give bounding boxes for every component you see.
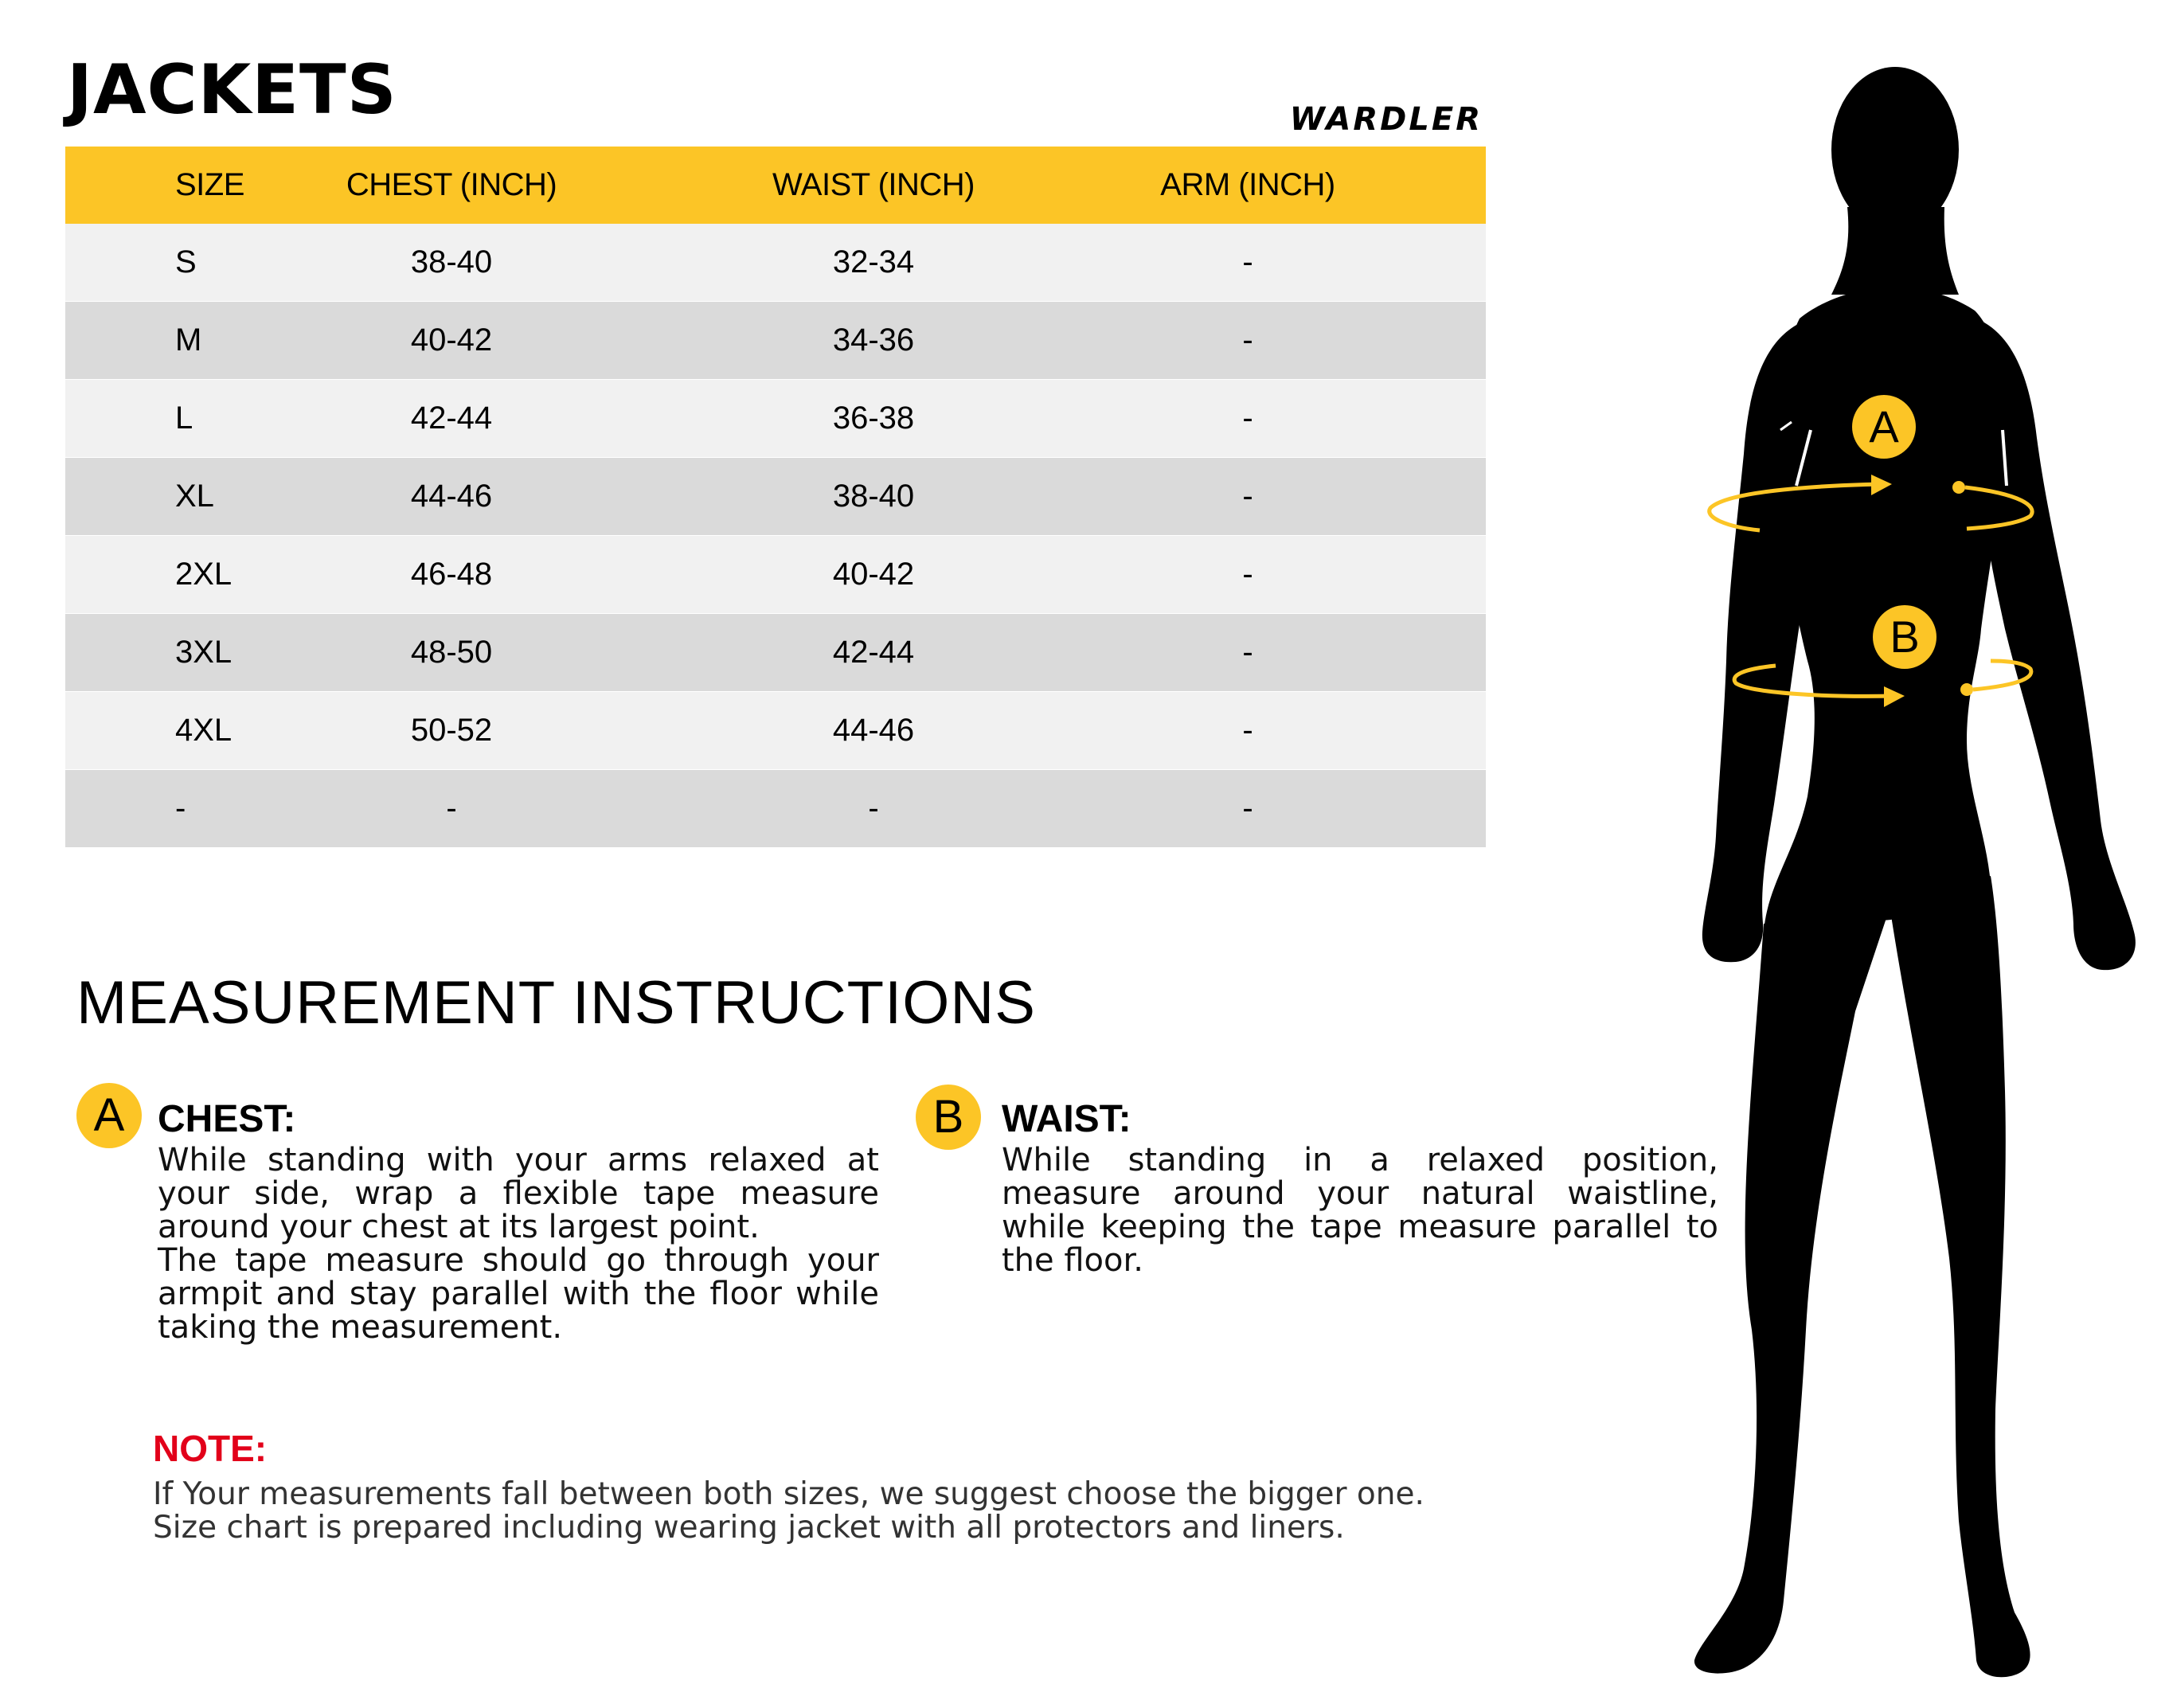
chest-tape-dot-icon bbox=[1952, 481, 1965, 494]
waist-heading: WAIST: bbox=[1002, 1098, 1131, 1140]
table-header-row bbox=[65, 147, 1486, 224]
cell-size: - bbox=[65, 770, 240, 848]
chest-text-line1: While standing with your arms relaxed at your side, wrap a flexible tape measure around your chest at its largest point. bbox=[158, 1142, 879, 1245]
header-size: SIZE bbox=[175, 167, 244, 202]
cell-chest: 48-50 bbox=[240, 614, 662, 692]
figure-marker-b: B bbox=[1873, 605, 1936, 669]
cell-waist: 42-44 bbox=[662, 614, 1084, 692]
cell-spacer bbox=[1411, 614, 1486, 692]
waist-tape-dot-icon bbox=[1960, 683, 1973, 696]
table-row bbox=[65, 692, 1486, 770]
figure-marker-a: A bbox=[1852, 395, 1916, 459]
table-row bbox=[65, 770, 1486, 848]
cell-spacer bbox=[1411, 770, 1486, 848]
note-heading: NOTE: bbox=[153, 1428, 268, 1469]
body-figure bbox=[1616, 56, 2166, 1680]
note-line2: Size chart is prepared including wearing jacket with all protectors and liners. bbox=[153, 1510, 1345, 1546]
chest-text bbox=[158, 1143, 879, 1344]
cell-waist: 38-40 bbox=[662, 458, 1084, 536]
cell-spacer bbox=[1411, 302, 1486, 380]
cell-spacer bbox=[1411, 458, 1486, 536]
instructions-title: MEASUREMENT INSTRUCTIONS bbox=[76, 969, 1036, 1037]
cell-arm: - bbox=[1084, 536, 1411, 614]
cell-size: XL bbox=[65, 458, 240, 536]
cell-size: S bbox=[175, 244, 197, 279]
cell-chest: 40-42 bbox=[240, 302, 662, 380]
cell-chest: - bbox=[240, 770, 662, 848]
note-line1: If Your measurements fall between both sizes, we suggest choose the bigger one. bbox=[153, 1476, 1425, 1512]
cell-chest: 46-48 bbox=[240, 536, 662, 614]
cell-chest: 38-40 bbox=[410, 244, 493, 279]
cell-spacer bbox=[1411, 692, 1486, 770]
chest-heading: CHEST: bbox=[158, 1098, 296, 1140]
cell-arm: - bbox=[1084, 614, 1411, 692]
cell-chest: 44-46 bbox=[240, 458, 662, 536]
waist-text: While standing in a relaxed position, measure around your natural waistline, while keeping the tape measure parallel to the floor. bbox=[1002, 1142, 1718, 1279]
cell-chest: 50-52 bbox=[240, 692, 662, 770]
cell-spacer bbox=[1411, 380, 1486, 458]
chest-badge: A bbox=[76, 1083, 142, 1148]
cell-size: 4XL bbox=[65, 692, 240, 770]
body-silhouette-icon bbox=[1616, 56, 2166, 1680]
waist-badge: B bbox=[916, 1085, 981, 1150]
size-table bbox=[65, 147, 1486, 847]
cell-arm: - bbox=[1084, 302, 1411, 380]
table-row bbox=[65, 614, 1486, 692]
cell-arm: - bbox=[1084, 692, 1411, 770]
cell-waist: 36-38 bbox=[662, 380, 1084, 458]
cell-waist: 44-46 bbox=[662, 692, 1084, 770]
brand-logo: WARDLER bbox=[1289, 101, 1483, 138]
cell-waist: - bbox=[662, 770, 1084, 848]
cell-spacer bbox=[1411, 536, 1486, 614]
cell-size: 3XL bbox=[65, 614, 240, 692]
table-row bbox=[65, 302, 1486, 380]
table-row bbox=[65, 458, 1486, 536]
cell-arm: - bbox=[1084, 458, 1411, 536]
cell-arm: - bbox=[1084, 770, 1411, 848]
header-chest: CHEST (INCH) bbox=[346, 167, 557, 202]
table-row bbox=[65, 380, 1486, 458]
cell-chest: 42-44 bbox=[240, 380, 662, 458]
cell-waist: 32-34 bbox=[832, 244, 915, 279]
header-spacer bbox=[1411, 147, 1486, 224]
table-row bbox=[65, 536, 1486, 614]
cell-arm: - bbox=[1242, 244, 1253, 279]
cell-waist: 34-36 bbox=[662, 302, 1084, 380]
cell-size: M bbox=[65, 302, 240, 380]
header-waist: WAIST (INCH) bbox=[772, 167, 975, 202]
page-title: JACKETS bbox=[67, 50, 397, 130]
table-row bbox=[65, 224, 1486, 302]
cell-waist: 40-42 bbox=[662, 536, 1084, 614]
cell-size: 2XL bbox=[65, 536, 240, 614]
note-text bbox=[153, 1478, 1425, 1545]
chest-text-line2: The tape measure should go through your armpit and stay parallel with the floor while taking the measurement. bbox=[158, 1242, 879, 1346]
cell-size: L bbox=[65, 380, 240, 458]
cell-arm: - bbox=[1084, 380, 1411, 458]
header-arm: ARM (INCH) bbox=[1160, 167, 1335, 202]
cell-spacer bbox=[1411, 224, 1486, 302]
